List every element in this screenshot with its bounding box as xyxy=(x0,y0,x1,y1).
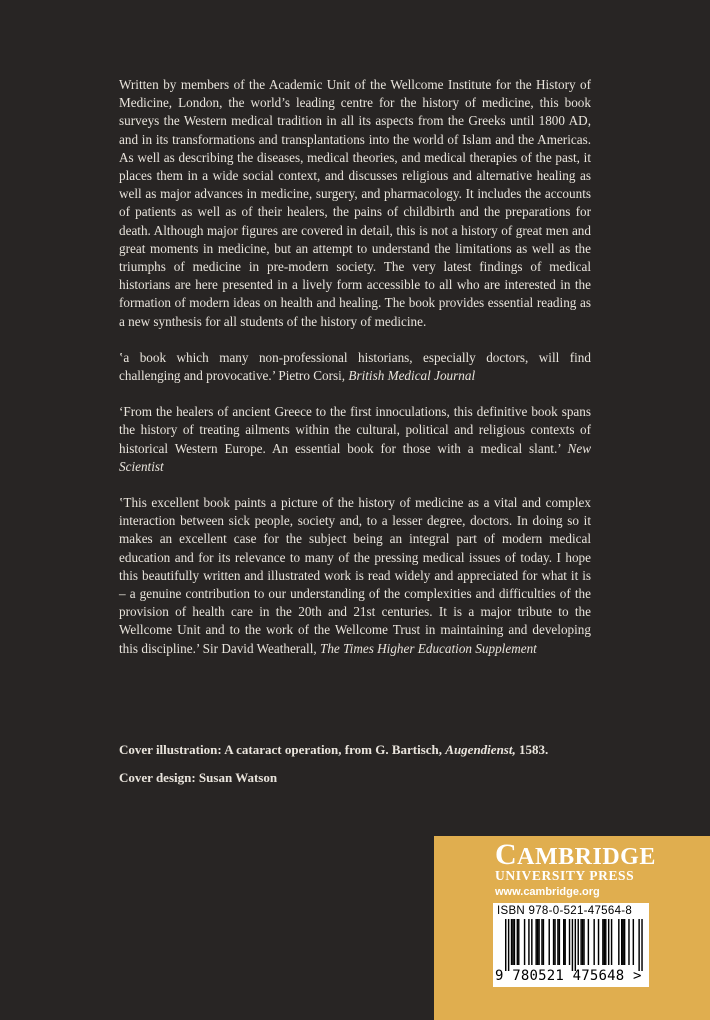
review-2-source: New Scientist xyxy=(119,440,591,474)
review-2-text: ‘From the healers of ancient Greece to the first innoculations, this definitive book spans the history of treating ailments within the cultural, political and religious contexts of historical Western Europe. An essential book for those with a medical slant.’ xyxy=(119,404,591,456)
barcode-bar xyxy=(543,919,544,965)
barcode-bar xyxy=(511,919,512,965)
barcode-bar xyxy=(605,919,606,965)
barcode-bar xyxy=(621,919,622,965)
barcode-bar xyxy=(598,919,599,965)
barcode-bar xyxy=(622,919,623,965)
back-cover-text xyxy=(119,76,591,676)
isbn-label: ISBN 978-0-521-47564-8 xyxy=(497,905,633,917)
barcode-bar xyxy=(633,919,634,965)
barcode-bar xyxy=(524,919,525,965)
publisher-logo-rest: AMBRIDGE xyxy=(517,844,656,870)
cover-design-credit: Cover design: Susan Watson xyxy=(119,770,278,785)
cover-illustration-title: Augendienst, xyxy=(445,742,516,757)
barcode-bar xyxy=(528,919,529,965)
barcode-bar xyxy=(549,919,550,965)
description-paragraph: Written by members of the Academic Unit of the Wellcome Institute for the History of Medicine, London, the world’s leading centre for the history of medicine, this book surveys the Western medical tradition in all its aspects from the Greeks until 1800 AD, and in its transformations and transplantations into the world of Islam and the Americas. As well as describing the diseases, medical theories, and medical therapies of the past, it places them in a wide social context, and discusses religious and alternative healing as well as major advances in medicine, surgery, and pharmacology. It includes the accounts of patients as well as of their healers, the pains of childbirth and the preparations for death. Although major figures are covered in detail, this is not a history of great men and great moments in medicine, but an attempt to understand the limitations as well as the triumphs of medicine in pre-modern society. The very latest findings of medical historians are here presented in a lively form accessible to all who are interested in the formation of modern ideas on health and healing. The book provides essential reading as a new synthesis for all students of the history of medicine. xyxy=(119,77,591,329)
barcode-bars xyxy=(493,919,649,971)
barcode-bar xyxy=(538,919,539,965)
barcode-bar xyxy=(535,919,536,965)
barcode-bar xyxy=(563,919,564,965)
barcode-bar xyxy=(559,919,560,965)
barcode-bar xyxy=(624,919,625,965)
barcode-bar xyxy=(531,919,532,965)
barcode-bar xyxy=(554,919,555,965)
barcode-bar xyxy=(541,919,542,965)
barcode-bar xyxy=(593,919,594,965)
review-quote-1 xyxy=(119,349,591,385)
barcode-bar xyxy=(572,919,573,971)
barcode-digits: 9 780521 475648 > xyxy=(495,968,642,984)
barcode-bar xyxy=(514,919,515,965)
cover-illustration-prefix: Cover illustration: A cataract operation, from G. Bartisch, xyxy=(119,742,443,757)
barcode xyxy=(493,903,649,987)
barcode-bar xyxy=(557,919,558,965)
barcode-bar xyxy=(641,919,642,971)
barcode-bar xyxy=(518,919,519,965)
publisher-subtitle: UNIVERSITY PRESS xyxy=(495,868,635,883)
barcode-bar xyxy=(517,919,518,965)
cover-illustration-year: 1583. xyxy=(518,742,549,757)
barcode-bar xyxy=(582,919,583,965)
review-quote-2 xyxy=(119,403,591,476)
barcode-bar xyxy=(583,919,584,965)
barcode-bar xyxy=(608,919,609,965)
barcode-bar xyxy=(505,919,506,971)
barcode-bar xyxy=(588,919,589,965)
credits xyxy=(119,741,639,797)
review-1-source: British Medical Journal xyxy=(348,368,476,384)
barcode-bar xyxy=(564,919,565,965)
barcode-bar xyxy=(553,919,554,965)
barcode-bar xyxy=(628,919,629,965)
barcode-bar xyxy=(569,919,570,965)
barcode-bar xyxy=(604,919,605,965)
barcode-bar xyxy=(580,919,581,965)
publisher-logo xyxy=(495,838,656,871)
barcode-bar xyxy=(578,919,579,965)
barcode-bar xyxy=(618,919,619,965)
review-quote-3 xyxy=(119,494,591,658)
publisher-panel xyxy=(434,836,710,1020)
barcode-bar xyxy=(508,919,509,971)
review-3-text: ‛This excellent book paints a picture of the history of medicine as a vital and complex interaction between sick people, society and, to a lesser degree, doctors. In doing so it makes an excellent case for the subject being an integral part of modern medical education and for its relevance to many of the pressing medical issues of today. I hope this beautifully written and illustrated work is read widely and appreciated for what it is – a genuine contribution to our understanding of the complexities and difficulties of the provision of health care in the 20th and 21st centuries. It is a major tribute to the Wellcome Unit and to the work of the Wellcome Trust in maintaining and developing this discipline.’ Sir David Weatherall, xyxy=(119,495,591,656)
publisher-url[interactable]: www.cambridge.org xyxy=(495,886,600,898)
barcode-bar xyxy=(611,919,612,965)
barcode-bar xyxy=(537,919,538,965)
barcode-bar xyxy=(512,919,513,965)
barcode-bar xyxy=(575,919,576,971)
cover-illustration-credit xyxy=(119,741,639,759)
review-3-source: The Times Higher Education Supplement xyxy=(319,640,537,656)
publisher-logo-initial: C xyxy=(495,838,518,871)
barcode-bar xyxy=(638,919,639,971)
barcode-bar xyxy=(602,919,603,965)
review-1-text: ‛a book which many non-professional historians, especially doctors, will find challenging and provocative.’ Pietro Corsi, xyxy=(119,349,591,384)
